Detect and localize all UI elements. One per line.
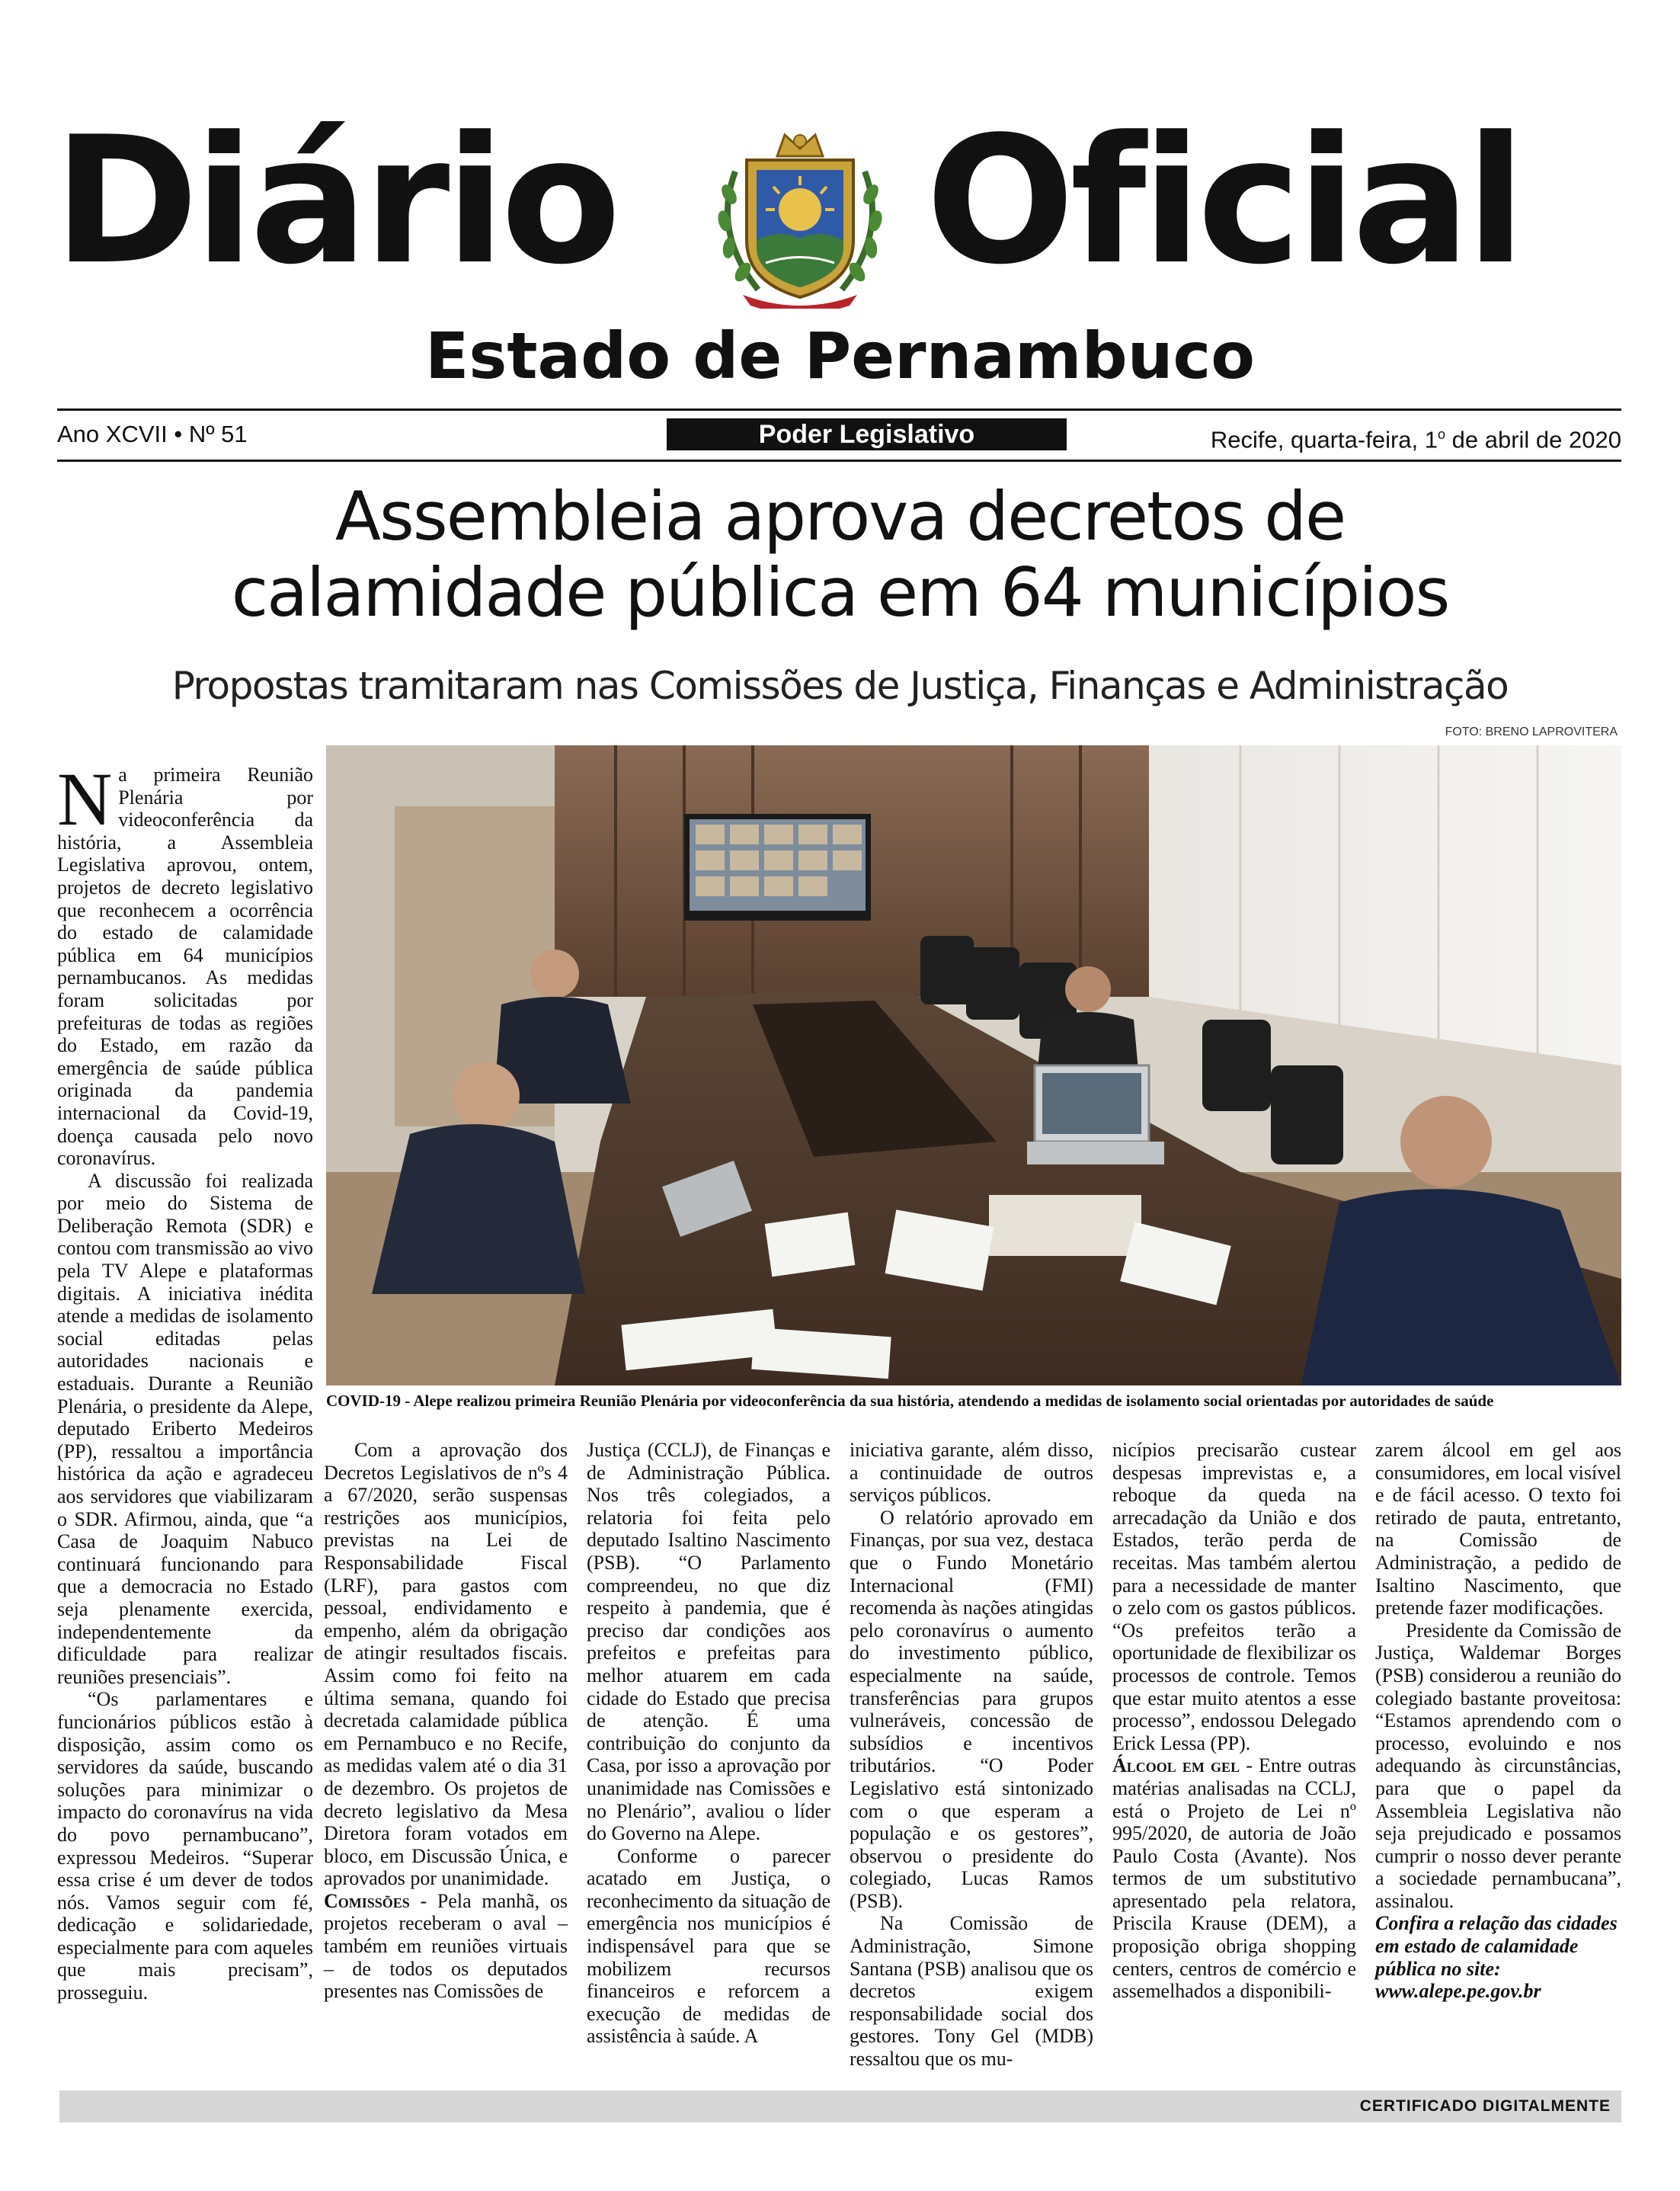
drop-cap: N: [57, 757, 113, 841]
article-column-5: nicípios precisarão custear despesas imprevistas e, a reboque da queda na arrecadação da União e dos Estados, terão perda de receitas. Mas também alertou para a necessidade de manter o zelo com os gastos públicos. “Os prefeitos terão a oportunidade de flexibilizar os processos de controle. Temos que estar muito atentos a esse processo”, endossou Delegado Erick Lessa (PP). Álcool em gel - Entre outras matérias analisadas na CCLJ, está o Projeto de Lei nº 995/2020, de autoria de João Paulo Costa (Avante). Nos termos de um substitutivo apresentado pela relatora, Priscila Krause (DEM), a proposição obriga shopping centers, centros de comércio e assemelhados a disponibili-: [1112, 1439, 1356, 2003]
masthead-subtitle: Estado de Pernambuco: [424, 319, 1256, 393]
dateline: Recife, quarta-feira, 1$^o$ de abril de 2020: [1210, 426, 1621, 453]
photo-caption: COVID-19 - Alepe realizou primeira Reunião Plenária por videoconferência da sua história, atendendo a medidas de isolamento social orientadas por autoridades de saúde: [326, 1392, 1494, 1410]
article-column-4: iniciativa garante, além disso, a continuidade de outros serviços públicos. O relatório aprovado em Finanças, por sua vez, destaca que o Fundo Monetário Internacional (FMI) recomenda às nações atingidas pelo coronavírus o aumento do investimento público, especialmente na saúde, transferências para grupos vulneráveis, concessão de subsídios e incentivos tributários. “O Poder Legislativo está sintonizado com o que esperam a população e os gestores”, observou o presidente do colegiado, Lucas Ramos (PSB). Na Comissão de Administração, Simone Santana (PSB) analisou que os decretos exigem responsabilidade social dos gestores. Tony Gel (MDB) ressaltou que os mu-: [850, 1439, 1093, 2071]
footer-bar: [59, 2090, 1621, 2122]
pernambuco-coat-of-arms-icon: [712, 126, 888, 309]
article-headline: Assembleia aprova decretos de calamidade pública em 64 municípios: [231, 477, 1449, 632]
subhead-comissoes: Comissões: [324, 1889, 410, 1912]
article-column-6: zarem álcool em gel aos consumidores, em local visível e de fácil acesso. O texto foi retirado de pauta, entretanto, na Comissão de Administração, a pedido de Isaltino Nascimento, que pretende fazer modificações. Presidente da Comissão de Justiça, Waldemar Borges (PSB) considerou a reunião do colegiado bastante proveitosa: “Estamos aprendendo com o processo, evoluindo e nos adequando às circunstâncias, para que o papel da Assembleia Legislativa não seja prejudicado e possamos cumprir o nosso dever perante a sociedade pernambucana”, assinalou. Confira a relação das cidades em estado de calamidade pública no site: www.alepe.pe.gov.br: [1375, 1439, 1621, 2003]
subhead-alcool-em-gel: Álcool em gel: [1112, 1754, 1240, 1777]
digital-certification-label: CERTIFICADO DIGITALMENTE: [1359, 2097, 1611, 2115]
photo-credit: FOTO: BRENO LAPROVITERA: [1445, 726, 1618, 738]
masthead-bottom-rule: [57, 460, 1621, 462]
issue-number: Ano XCVII • Nº 51: [57, 421, 248, 447]
masthead-top-rule: [57, 408, 1621, 411]
section-label: Poder Legislativo: [667, 418, 1067, 450]
article-column-2: Com a aprovação dos Decretos Legislativos de nºs 4 a 67/2020, serão suspensas restrições aos municípios, previstas na Lei de Responsabilidade Fiscal (LRF), para gastos com pessoal, endividamento e empenho, além da obrigação de atingir resultados fiscais. Assim como foi feito na última semana, quando foi decretada calamidade pública em Pernambuco e no Recife, as medidas valem até o dia 31 de dezembro. Os projetos de decreto legislativo da Mesa Diretora foram votados em bloco, em Discussão Única, e aprovados por unanimidade. Comissões - Pela manhã, os projetos receberam o aval – também em reuniões virtuais – de todos os deputados presentes nas Comissões de: [324, 1439, 568, 2003]
article-column-3: Justiça (CCLJ), de Finanças e de Administração Pública. Nos três colegiados, a relatoria foi feita pelo deputado Isaltino Nascimento (PSB). “O Parlamento compreendeu, no que diz respeito à pandemia, que é preciso dar condições aos prefeitos e prefeitas para melhor atuarem em cada cidade do Estado que precisa de atenção. É uma contribuição do conjunto da Casa, por isso a aprovação por unanimidade nas Comissões e no Plenário”, avaliou o líder do Governo na Alepe. Conforme o parecer acatado em Justiça, o reconhecimento da situação de emergência nos municípios é indispensável para que se mobilizem recursos financeiros e reforcem a execução de medidas de assistência à saúde. A: [587, 1439, 830, 2048]
article-column-1: Na primeira Reunião Plenária por videoconferência da história, a Assembleia Legislativa aprovou, ontem, projetos de decreto legislativo que reconhecem a ocorrência do estado de calamidade pública em 64 municípios pernambucanos. As medidas foram solicitadas por prefeituras de todas as regiões do Estado, em razão da emergência de saúde pública originada da pandemia internacional da Covid-19, doença causada pelo novo coronavírus. A discussão foi realizada por meio do Sistema de Deliberação Remota (SDR) e contou com transmissão ao vivo pela TV Alepe e plataformas digitais. A iniciativa inédita atende a medidas de isolamento social editadas pelas autoridades nacionais e estaduais. Durante a Reunião Plenária, o presidente da Alepe, deputado Eriberto Medeiros (PP), ressaltou a importância histórica da ação e agradeceu aos servidores que viabilizaram o SDR. Afirmou, ainda, que “a Casa de Joaquim Nabuco continuará funcionando para que a democracia no Estado seja plenamente exercida, independentemente da dificuldade para realizar reuniões presenciais”. “Os parlamentares e funcionários públicos estão à disposição, assim como os servidores da saúde, buscando soluções para minimizar o impacto do coronavírus na vida do povo pernambucano”, expressou Medeiros. “Superar essa crise é um dever de todos nós. Vamos seguir com fé, dedicação e solidariedade, especialmente para com aqueles que mais precisam”, prosseguiu.: [57, 757, 313, 2004]
masthead-title-left: Diário: [53, 100, 617, 303]
website-note: Confira a relação das cidades em estado de calamidade pública no site: www.alepe.pe.gov.br: [1375, 1912, 1618, 2003]
news-photo: [326, 745, 1621, 1385]
masthead-title-right: Oficial: [926, 100, 1522, 303]
masthead-info-bar: [57, 415, 1621, 453]
article-deck: Propostas tramitaram nas Comissões de Justiça, Finanças e Administração: [171, 664, 1509, 708]
